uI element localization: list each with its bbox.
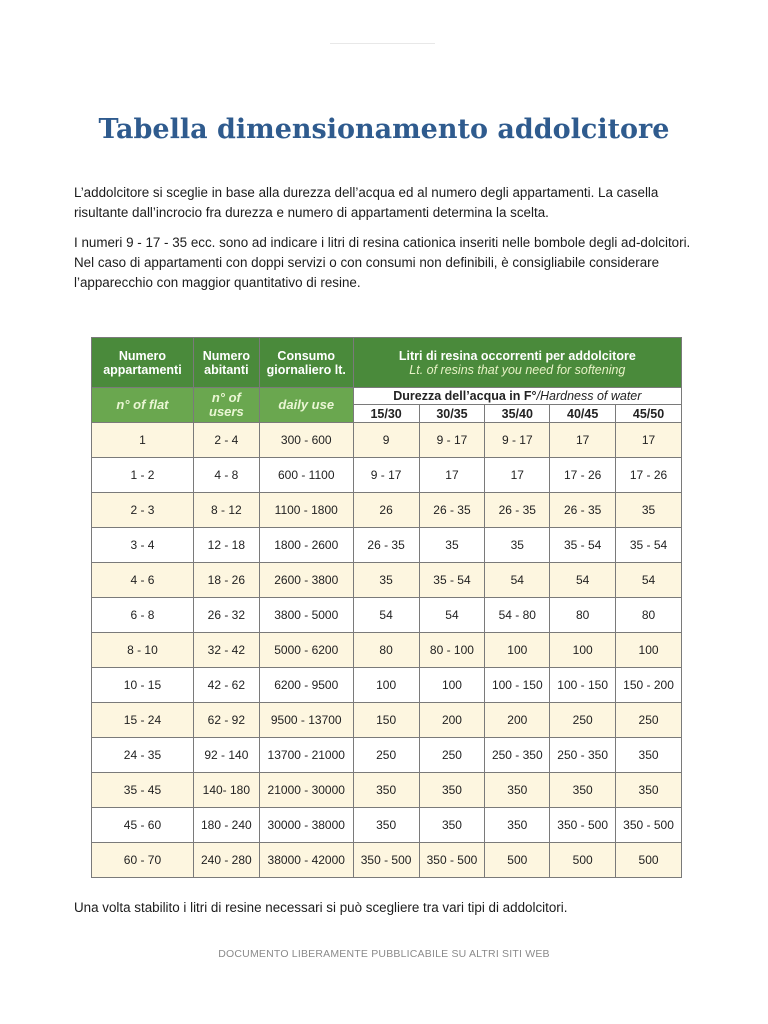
table-cell: 8 - 10: [92, 633, 194, 668]
table-cell: 17: [419, 458, 485, 493]
table-cell: 4 - 8: [193, 458, 259, 493]
header-resin: [353, 338, 681, 388]
table-cell: 35 - 45: [92, 773, 194, 808]
table-cell: 100: [419, 668, 485, 703]
table-cell: 350: [616, 738, 682, 773]
footer-note: DOCUMENTO LIBERAMENTE PUBBLICABILE SU ALTRI SITI WEB: [218, 948, 550, 960]
table-cell: 100 - 150: [485, 668, 550, 703]
table-cell: 9500 - 13700: [259, 703, 353, 738]
table-body: [92, 423, 682, 878]
table-cell: 54: [353, 598, 419, 633]
table-cell: 35: [419, 528, 485, 563]
table-cell: 350: [485, 773, 550, 808]
table-cell: 8 - 12: [193, 493, 259, 528]
table-cell: 80: [353, 633, 419, 668]
table-cell: 3 - 4: [92, 528, 194, 563]
table-cell: 26 - 35: [550, 493, 616, 528]
table-row: [92, 843, 682, 878]
table-cell: 100: [353, 668, 419, 703]
table-cell: 350: [616, 773, 682, 808]
table-cell: 6 - 8: [92, 598, 194, 633]
table-cell: 12 - 18: [193, 528, 259, 563]
header-flats-en: n° of flat: [92, 388, 194, 423]
header-rule: [330, 43, 435, 44]
table-cell: 17: [485, 458, 550, 493]
table-cell: 350: [353, 808, 419, 843]
table-cell: 54 - 80: [485, 598, 550, 633]
table-cell: 1 - 2: [92, 458, 194, 493]
hardness-range: 15/30: [353, 405, 419, 423]
table-cell: 350: [485, 808, 550, 843]
table-cell: 300 - 600: [259, 423, 353, 458]
table-cell: 250: [353, 738, 419, 773]
table-cell: 350: [419, 773, 485, 808]
table-cell: 9 - 17: [419, 423, 485, 458]
table-cell: 1800 - 2600: [259, 528, 353, 563]
table-cell: 80: [550, 598, 616, 633]
hardness-range: 45/50: [616, 405, 682, 423]
table-cell: 2 - 4: [193, 423, 259, 458]
table-cell: 9: [353, 423, 419, 458]
hardness-range: 40/45: [550, 405, 616, 423]
table-row: [92, 563, 682, 598]
table-cell: 24 - 35: [92, 738, 194, 773]
table-cell: 200: [485, 703, 550, 738]
table-cell: 6200 - 9500: [259, 668, 353, 703]
table-row: [92, 738, 682, 773]
table-cell: 140- 180: [193, 773, 259, 808]
header-hardness-en: /Hardness of water: [536, 389, 642, 403]
table-cell: 100 - 150: [550, 668, 616, 703]
table-cell: 600 - 1100: [259, 458, 353, 493]
table-row: [92, 493, 682, 528]
table-cell: 80 - 100: [419, 633, 485, 668]
hardness-range: 30/35: [419, 405, 485, 423]
table-cell: 35: [616, 493, 682, 528]
table-cell: 250: [550, 703, 616, 738]
table-cell: 35: [353, 563, 419, 598]
header-hardness: [353, 388, 681, 405]
table-cell: 35 - 54: [419, 563, 485, 598]
header-resin-en: Lt. of resins that you need for softening: [409, 362, 626, 377]
table-cell: 32 - 42: [193, 633, 259, 668]
table-cell: 26 - 32: [193, 598, 259, 633]
table-cell: 250 - 350: [550, 738, 616, 773]
table-cell: 54: [485, 563, 550, 598]
table-cell: 26 - 35: [353, 528, 419, 563]
header-users-en: n° of users: [193, 388, 259, 423]
table-cell: 100: [550, 633, 616, 668]
table-cell: 250: [419, 738, 485, 773]
table-cell: 500: [616, 843, 682, 878]
table-cell: 180 - 240: [193, 808, 259, 843]
table-row: [92, 458, 682, 493]
table-cell: 10 - 15: [92, 668, 194, 703]
table-cell: 1100 - 1800: [259, 493, 353, 528]
table-cell: 30000 - 38000: [259, 808, 353, 843]
table-cell: 92 - 140: [193, 738, 259, 773]
table-cell: 350 - 500: [419, 843, 485, 878]
table-cell: 80: [616, 598, 682, 633]
table-cell: 2 - 3: [92, 493, 194, 528]
table-cell: 1: [92, 423, 194, 458]
table-cell: 350 - 500: [353, 843, 419, 878]
intro-paragraph: L’addolcitore si sceglie in base alla durezza dell’acqua ed al numero degli appartamenti. La casella risultante dall’incrocio fra durezza e numero di appartamenti determina la scelta.: [74, 185, 659, 220]
hardness-range: 35/40: [485, 405, 550, 423]
table-cell: 5000 - 6200: [259, 633, 353, 668]
table-cell: 150 - 200: [616, 668, 682, 703]
table-cell: 15 - 24: [92, 703, 194, 738]
table-cell: 100: [616, 633, 682, 668]
table-cell: 350: [353, 773, 419, 808]
closing-paragraph: Una volta stabilito i litri di resine necessari si può scegliere tra vari tipi di addolcitori.: [74, 900, 568, 915]
table-cell: 38000 - 42000: [259, 843, 353, 878]
table-cell: 17 - 26: [550, 458, 616, 493]
table-cell: 350 - 500: [550, 808, 616, 843]
table-cell: 21000 - 30000: [259, 773, 353, 808]
table-cell: 35 - 54: [550, 528, 616, 563]
resin-note-paragraph: I numeri 9 - 17 - 35 ecc. sono ad indicare i litri di resina cationica inseriti nelle bombole degli ad-dolcitori. Nel caso di appartamenti con doppi servizi o con consumi non definibili, è consigliabile considerare l’apparecchio con maggior quantitativo di resine.: [74, 235, 691, 290]
table-cell: 200: [419, 703, 485, 738]
table-cell: 42 - 62: [193, 668, 259, 703]
table-cell: 350 - 500: [616, 808, 682, 843]
header-flats-it: Numero appartamenti: [92, 338, 194, 388]
table-cell: 18 - 26: [193, 563, 259, 598]
table-row: [92, 773, 682, 808]
table-cell: 26 - 35: [419, 493, 485, 528]
table-cell: 17: [616, 423, 682, 458]
table-cell: 350: [550, 773, 616, 808]
header-consumption-it: Consumo giornaliero lt.: [259, 338, 353, 388]
table-cell: 2600 - 3800: [259, 563, 353, 598]
table-cell: 500: [485, 843, 550, 878]
table-cell: 9 - 17: [485, 423, 550, 458]
table-cell: 17: [550, 423, 616, 458]
table-cell: 35 - 54: [616, 528, 682, 563]
table-cell: 54: [419, 598, 485, 633]
sizing-table: [91, 337, 682, 878]
header-hardness-it: Durezza dell’acqua in F°: [393, 389, 537, 403]
table-cell: 26: [353, 493, 419, 528]
table-cell: 350: [419, 808, 485, 843]
table-cell: 62 - 92: [193, 703, 259, 738]
table-row: [92, 423, 682, 458]
table-cell: 13700 - 21000: [259, 738, 353, 773]
table-cell: 54: [616, 563, 682, 598]
table-cell: 45 - 60: [92, 808, 194, 843]
table-cell: 500: [550, 843, 616, 878]
table-cell: 100: [485, 633, 550, 668]
page-title: Tabella dimensionamento addolcitore: [98, 114, 670, 145]
table-cell: 60 - 70: [92, 843, 194, 878]
table-row: [92, 528, 682, 563]
table-row: [92, 808, 682, 843]
table-cell: 26 - 35: [485, 493, 550, 528]
header-resin-it: Litri di resina occorrenti per addolcitore: [398, 348, 636, 363]
table-cell: 150: [353, 703, 419, 738]
table-row: [92, 633, 682, 668]
header-consumption-en: daily use: [259, 388, 353, 423]
table-cell: 9 - 17: [353, 458, 419, 493]
table-cell: 4 - 6: [92, 563, 194, 598]
table-cell: 250 - 350: [485, 738, 550, 773]
table-row: [92, 668, 682, 703]
table-cell: 35: [485, 528, 550, 563]
table-cell: 54: [550, 563, 616, 598]
header-users-it: Numero abitanti: [193, 338, 259, 388]
table-cell: 17 - 26: [616, 458, 682, 493]
table-row: [92, 703, 682, 738]
table-cell: 240 - 280: [193, 843, 259, 878]
table-cell: 3800 - 5000: [259, 598, 353, 633]
table-row: [92, 598, 682, 633]
table-cell: 250: [616, 703, 682, 738]
